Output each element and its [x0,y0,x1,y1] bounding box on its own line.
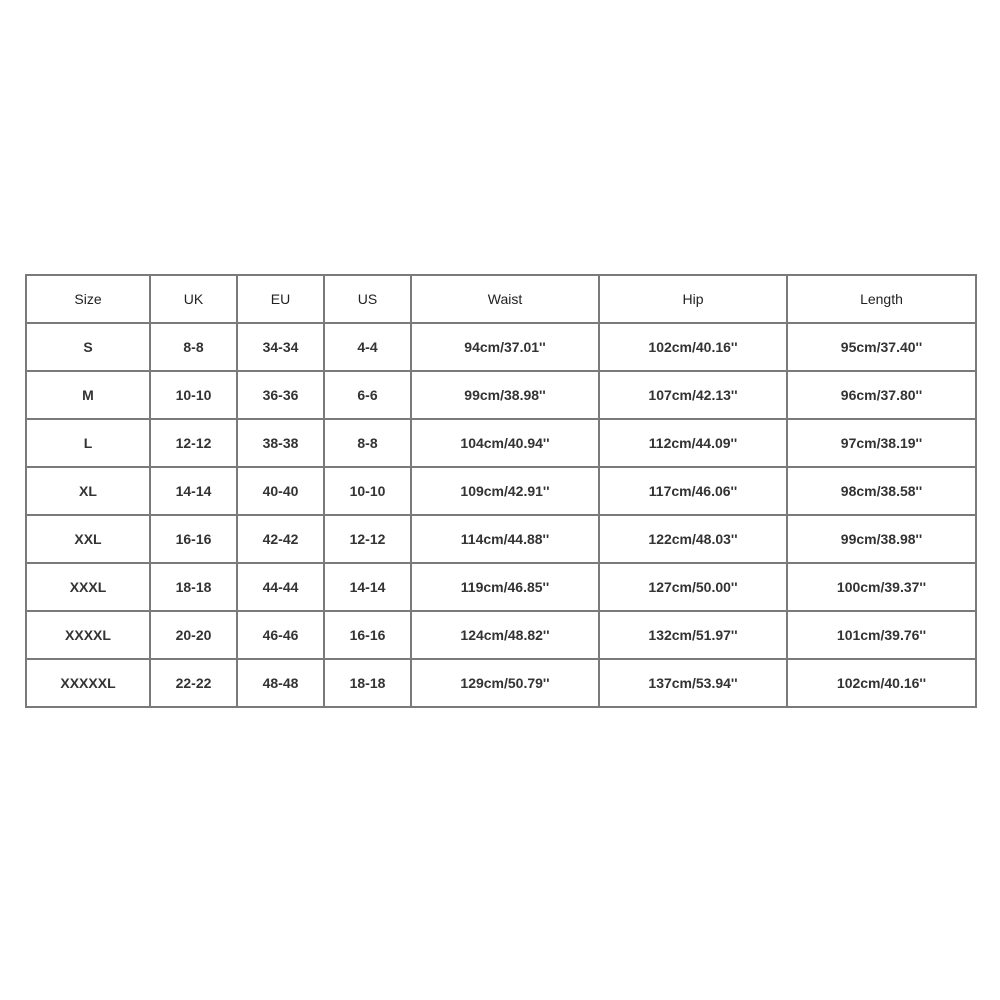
cell-uk: 20-20 [150,611,237,659]
header-length: Length [787,275,976,323]
cell-uk: 22-22 [150,659,237,707]
table-row [26,419,976,467]
cell-length: 100cm/39.37'' [787,563,976,611]
table-row [26,323,976,371]
header-size: Size [26,275,150,323]
cell-length: 99cm/38.98'' [787,515,976,563]
cell-size: XXXXL [26,611,150,659]
cell-length: 102cm/40.16'' [787,659,976,707]
header-eu: EU [237,275,324,323]
cell-length: 98cm/38.58'' [787,467,976,515]
cell-length: 95cm/37.40'' [787,323,976,371]
table-row [26,659,976,707]
cell-hip: 137cm/53.94'' [599,659,787,707]
cell-waist: 129cm/50.79'' [411,659,599,707]
table-row [26,515,976,563]
cell-size: S [26,323,150,371]
cell-waist: 99cm/38.98'' [411,371,599,419]
cell-waist: 109cm/42.91'' [411,467,599,515]
cell-length: 96cm/37.80'' [787,371,976,419]
cell-eu: 42-42 [237,515,324,563]
cell-us: 18-18 [324,659,411,707]
cell-us: 4-4 [324,323,411,371]
size-chart-table [25,274,977,708]
cell-hip: 127cm/50.00'' [599,563,787,611]
cell-size: XXL [26,515,150,563]
header-hip: Hip [599,275,787,323]
cell-size: XL [26,467,150,515]
cell-waist: 104cm/40.94'' [411,419,599,467]
table-row [26,611,976,659]
table-row [26,371,976,419]
cell-size: L [26,419,150,467]
cell-hip: 102cm/40.16'' [599,323,787,371]
cell-size: XXXL [26,563,150,611]
cell-length: 97cm/38.19'' [787,419,976,467]
cell-hip: 122cm/48.03'' [599,515,787,563]
cell-eu: 44-44 [237,563,324,611]
cell-us: 12-12 [324,515,411,563]
cell-size: M [26,371,150,419]
cell-size: XXXXXL [26,659,150,707]
cell-us: 10-10 [324,467,411,515]
cell-waist: 119cm/46.85'' [411,563,599,611]
cell-waist: 94cm/37.01'' [411,323,599,371]
cell-uk: 12-12 [150,419,237,467]
cell-uk: 14-14 [150,467,237,515]
cell-eu: 36-36 [237,371,324,419]
cell-eu: 46-46 [237,611,324,659]
cell-hip: 107cm/42.13'' [599,371,787,419]
table-row [26,563,976,611]
cell-us: 6-6 [324,371,411,419]
cell-waist: 124cm/48.82'' [411,611,599,659]
header-uk: UK [150,275,237,323]
cell-uk: 18-18 [150,563,237,611]
cell-uk: 16-16 [150,515,237,563]
cell-eu: 48-48 [237,659,324,707]
cell-us: 14-14 [324,563,411,611]
cell-hip: 132cm/51.97'' [599,611,787,659]
header-us: US [324,275,411,323]
cell-eu: 38-38 [237,419,324,467]
header-waist: Waist [411,275,599,323]
cell-eu: 40-40 [237,467,324,515]
table-header-row [26,275,976,323]
cell-uk: 8-8 [150,323,237,371]
cell-hip: 117cm/46.06'' [599,467,787,515]
cell-hip: 112cm/44.09'' [599,419,787,467]
cell-us: 16-16 [324,611,411,659]
cell-length: 101cm/39.76'' [787,611,976,659]
table-row [26,467,976,515]
cell-waist: 114cm/44.88'' [411,515,599,563]
cell-uk: 10-10 [150,371,237,419]
cell-us: 8-8 [324,419,411,467]
cell-eu: 34-34 [237,323,324,371]
